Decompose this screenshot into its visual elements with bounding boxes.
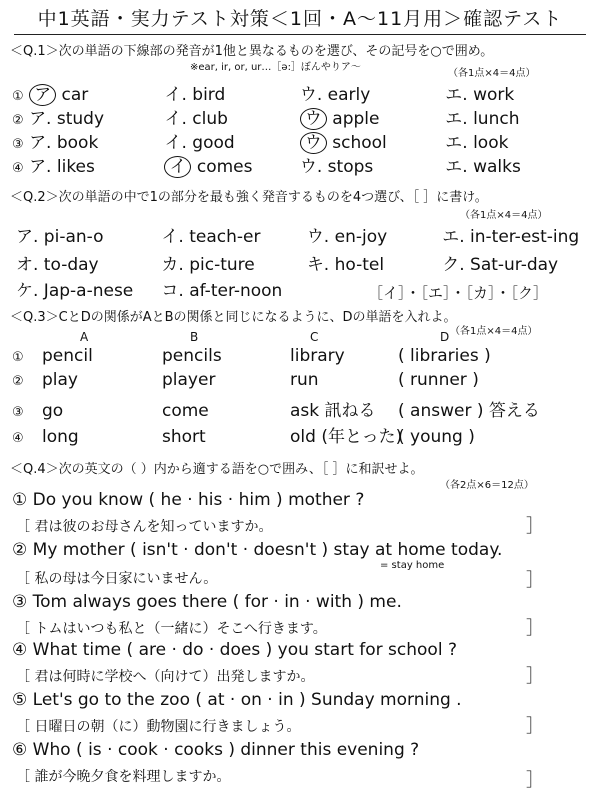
q4-translation-6: ［ 誰が今晩夕食を料理しますか。 [16, 769, 231, 785]
q1-header: ＜Q.1＞次の単語の下線部の発音が1他と異なるものを選び、その記号を○で囲め。 [10, 44, 494, 59]
q4-points: （各2点×6＝12点） [440, 480, 534, 491]
q4-header: ＜Q.4＞次の英文の（ ）内から適する語を○で囲み、［ ］に和訳せよ。 [10, 462, 424, 477]
bracket-close: ］ [526, 618, 544, 639]
q3-row-2: ② play player run ( runner ) [12, 370, 479, 390]
col-c: C [310, 330, 319, 344]
q4-item-6: ⑥ Who ( is · cook · cooks ) dinner this evening ? [12, 740, 420, 760]
q1-row-3: ③ ア. book イ. good ウ school エ. look [12, 133, 509, 153]
q3-row-1: ① pencil pencils library ( libraries ) [12, 346, 491, 366]
q2-header: ＜Q.2＞次の単語の中で1の部分を最も強く発音するものを4つ選び、［ ］に書け。 [10, 190, 488, 205]
q1-row-4: ④ ア. likes イ comes ウ. stops エ. walks [12, 157, 521, 177]
q4-translation-4: ［ 君は何時に学校へ（向けて）出発しますか。 [16, 669, 315, 685]
q1-row-2: ② ア. study イ. club ウ apple エ. lunch [12, 109, 520, 129]
bracket-close: ］ [526, 716, 544, 737]
q4-item-2: ② My mother ( isn't · don't · doesn't ) stay at home today. [12, 540, 503, 560]
bracket-close: ］ [526, 570, 544, 591]
q3-points: （各1点×4＝4点） [450, 326, 538, 337]
q4-translation-2: ［ 私の母は今日家にいません。 [16, 571, 218, 587]
bracket-close: ］ [526, 666, 544, 687]
answer-circle: イ [164, 156, 191, 178]
title-divider [14, 34, 586, 35]
bracket-close: ］ [526, 770, 544, 791]
q2-row-2: オ. to-day カ. pic-ture キ. ho-tel ク. Sat-ur-day [16, 255, 559, 275]
q3-header: ＜Q.3＞CとDの関係がAとBの関係と同じになるように、Dの単語を入れよ。 [10, 310, 457, 325]
q4-item-1: ① Do you know ( he · his · him ) mother ? [12, 490, 365, 510]
q2-answers: ［イ］・［エ］・［カ］・［ク］ [368, 284, 549, 302]
page-title: 中1英語・実力テスト対策＜1回・A～11月用＞確認テスト [37, 8, 563, 30]
q1-points: （各1点×4＝4点） [448, 68, 536, 79]
q4-item-4: ④ What time ( are · do · does ) you start for school ? [12, 640, 457, 660]
col-a: A [80, 330, 89, 344]
q3-row-4: ④ long short old (年とった)( young ) [12, 427, 475, 447]
bracket-close: ］ [526, 516, 544, 537]
q4-item-3: ③ Tom always goes there ( for · in · with ) me. [12, 592, 402, 612]
q1-row-1: ① ア car イ. bird ウ. early エ. work [12, 85, 515, 105]
col-b: B [190, 330, 199, 344]
q4-item-5: ⑤ Let's go to the zoo ( at · on · in ) Sunday morning . [12, 690, 462, 710]
answer-circle: ア [29, 84, 56, 106]
q4-translation-3: ［ トムはいつも私と（一緒に）そこへ行きます。 [16, 621, 327, 637]
q4-note-2: = stay home [380, 560, 445, 571]
q4-translation-5: ［ 日曜日の朝（に）動物園に行きましょう。 [16, 719, 301, 735]
q4-translation-1: ［ 君は彼のお母さんを知っていますか。 [16, 519, 273, 535]
q2-row-3: ケ. Jap-a-nese コ. af-ter-noon [16, 281, 283, 301]
q1-note: ※ear, ir, or, ur…［ə:］ぼんやりア～ [190, 62, 361, 73]
answer-circle: ウ [300, 108, 327, 130]
col-d: D [440, 330, 450, 344]
q2-row-1: ア. pi-an-o イ. teach-er ウ. en-joy エ. in-ter-est-ing [16, 227, 580, 247]
q2-points: （各1点×4＝4点） [460, 210, 548, 221]
answer-circle: ウ [300, 132, 327, 154]
q3-row-3: ③ go come ask 訊ねる ( answer ) 答える [12, 401, 540, 421]
